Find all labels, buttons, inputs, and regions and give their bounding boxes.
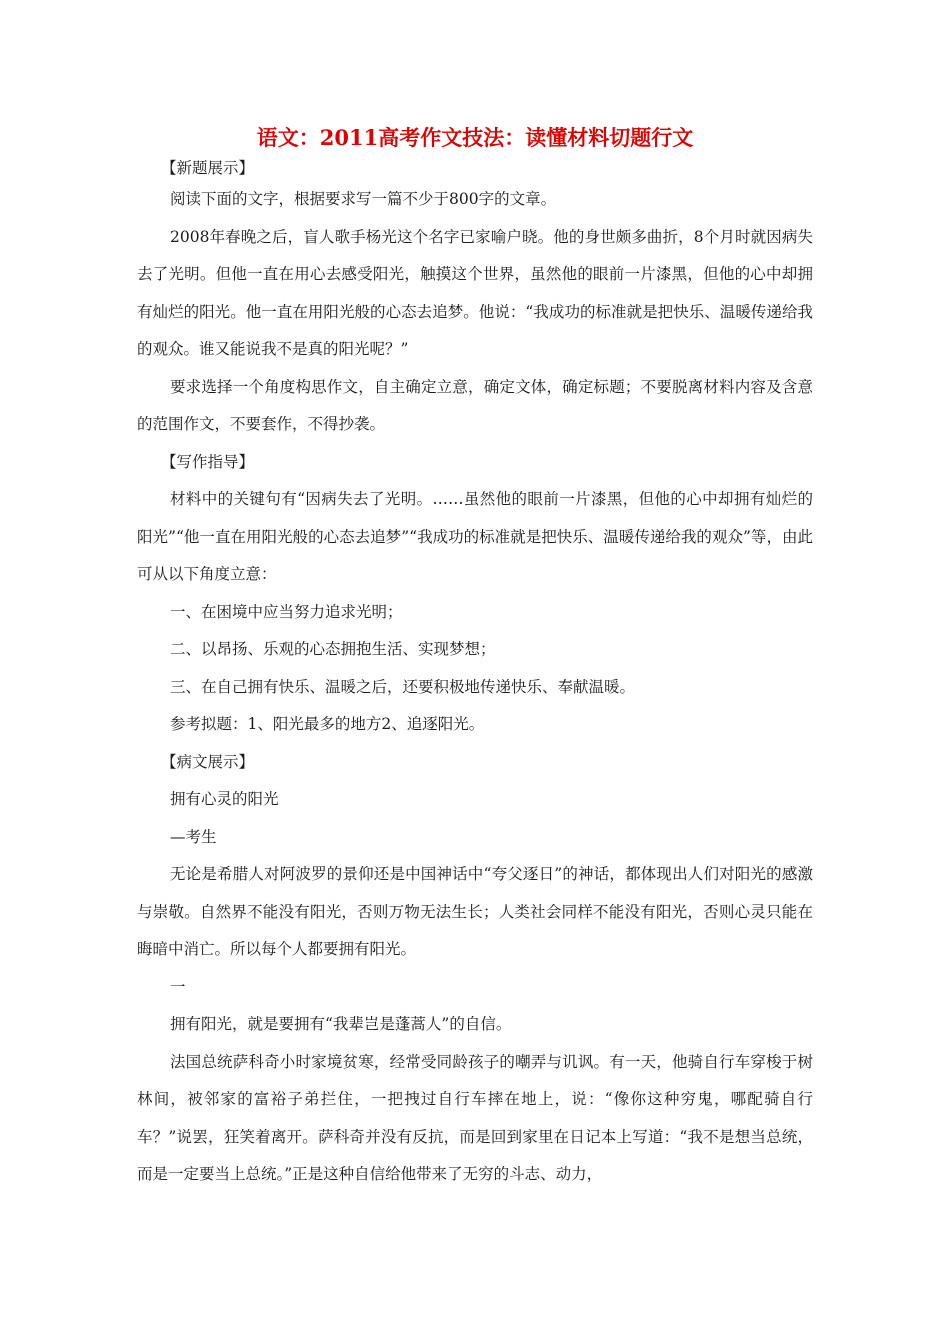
- paragraph: 法国总统萨科奇小时家境贫寒，经常受同龄孩子的嘲弄与讥讽。有一天，他骑自行车穿梭于树林间，被邻家的富裕子弟拦住，一把拽过自行车摔在地上，说：“像你这种穷鬼，哪配骑自行车？”说罢，狂笑着离开。萨科奇并没有反抗，而是回到家里在日记本上写道：“我不是想当总统，而是一定要当上总统。”正是这种自信给他带来了无穷的斗志、动力，: [137, 1052, 813, 1183]
- paragraph: 无论是希腊人对阿波罗的景仰还是中国神话中“夸父逐日”的神话，都体现出人们对阳光的感激与崇敬。自然界不能没有阳光，否则万物无法生长；人类社会同样不能没有阳光，否则心灵只能在晦暗中消亡。所以每个人都要拥有阳光。: [137, 865, 813, 958]
- essay-section-number: 一: [170, 977, 186, 996]
- paragraph: 材料中的关键句有“因病失去了光明。……虽然他的眼前一片漆黑，但他的心中却拥有灿烂的阳光”“他一直在用阳光般的心态去追梦”“我成功的标准就是把快乐、温暖传递给我的观众”等，由此可从以下角度立意：: [137, 490, 813, 583]
- list-item: 三、在自己拥有快乐、温暖之后，还要积极地传递快乐、奉献温暖。: [170, 677, 636, 696]
- paragraph: 拥有阳光，就是要拥有“我辈岂是蓬蒿人”的自信。: [170, 1015, 512, 1033]
- paragraph: 参考拟题：1、阳光最多的地方2、追逐阳光。: [170, 715, 485, 733]
- paragraph: 要求选择一个角度构思作文，自主确定立意，确定文体，确定标题；不要脱离材料内容及含意的范围作文，不要套作，不得抄袭。: [137, 377, 813, 433]
- paragraph: 2008年春晚之后，盲人歌手杨光这个名字已家喻户晓。他的身世颇多曲折，8个月时就因病失去了光明。但他一直在用心去感受阳光，触摸这个世界，虽然他的眼前一片漆黑，但他的心中却拥有灿烂的阳光。他一直在用阳光般的心态去追梦。他说：“我成功的标准就是把快乐、温暖传递给我的观众。谁又能说我不是真的阳光呢？”: [137, 227, 813, 358]
- list-item: 一、在困境中应当努力追求光明；: [170, 602, 403, 621]
- essay-author: —考生: [170, 827, 217, 846]
- document-body: [137, 123, 813, 1194]
- paragraph: 阅读下面的文字，根据要求写一篇不少于800字的文章。: [170, 190, 557, 208]
- section-heading-writing-guide: 【写作指导】: [161, 452, 255, 471]
- document-title: 语文：2011高考作文技法：读懂材料切题行文: [256, 125, 694, 150]
- essay-title: 拥有心灵的阳光: [170, 790, 279, 808]
- list-item: 二、以昂扬、乐观的心态拥抱生活、实现梦想；: [170, 640, 496, 658]
- section-heading-sample-essay: 【病文展示】: [161, 752, 255, 771]
- section-heading-new-question: 【新题展示】: [161, 159, 255, 177]
